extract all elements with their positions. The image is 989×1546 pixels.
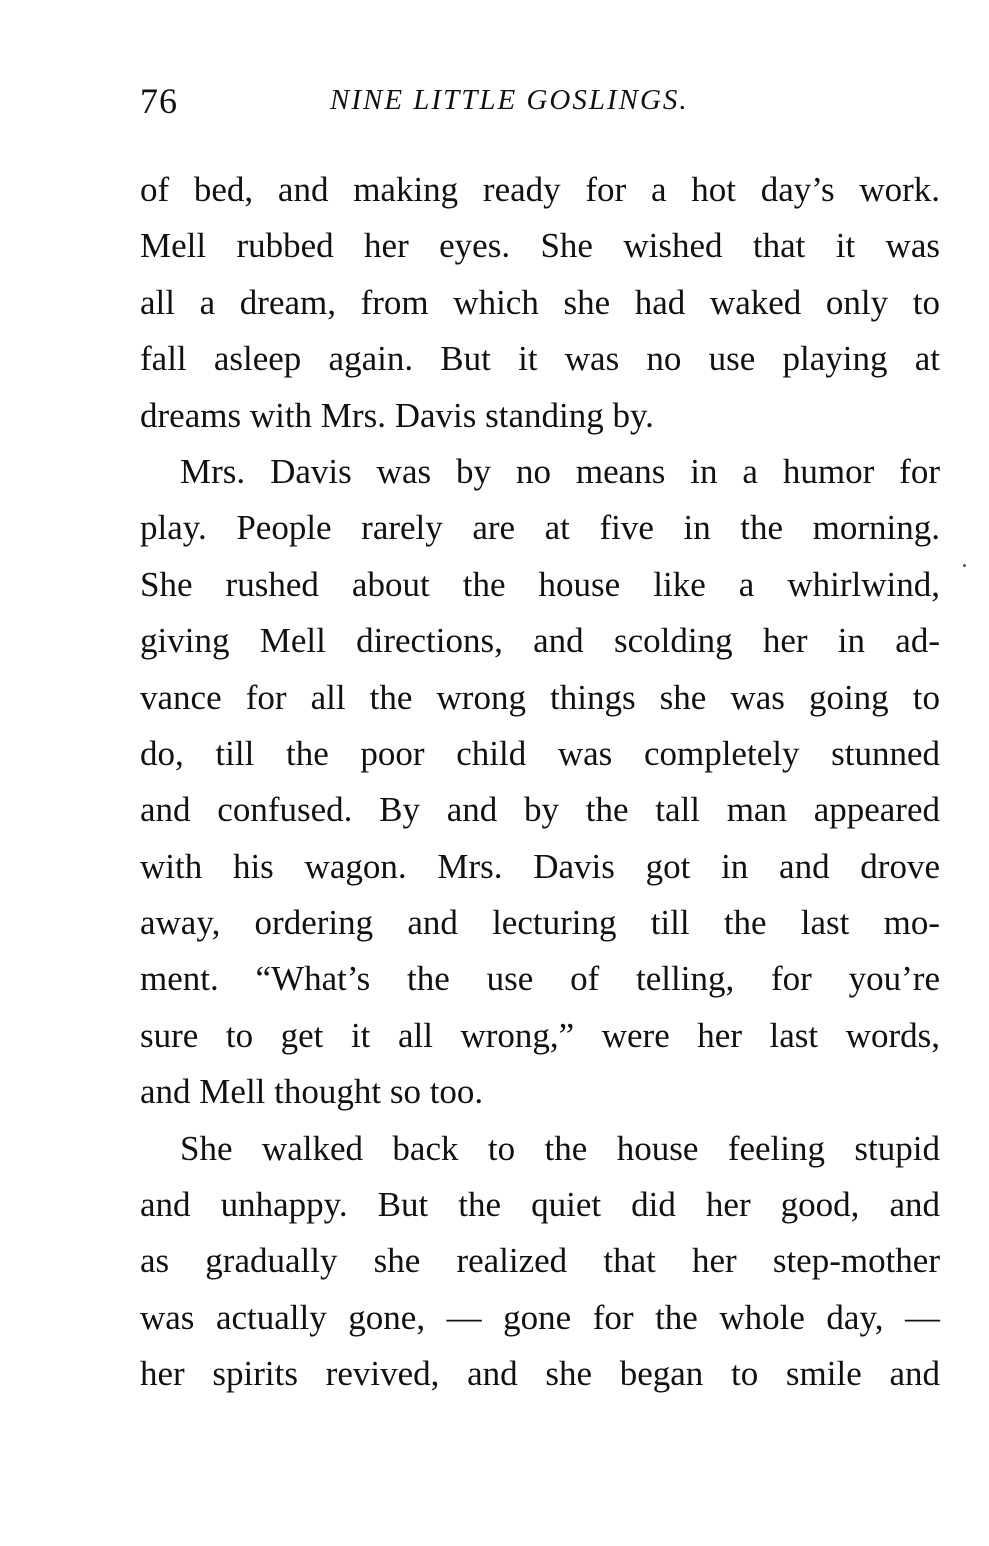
text-line: Mell rubbed her eyes. She wished that it was xyxy=(140,226,940,266)
text-line: vance for all the wrong things she was going to xyxy=(140,677,940,717)
text-line: all a dream, from which she had waked only to xyxy=(140,282,940,322)
text-line: and confused. By and by the tall man appeared xyxy=(140,790,940,830)
body-text xyxy=(140,162,940,1403)
text-line: with his wagon. Mrs. Davis got in and drove xyxy=(140,846,940,886)
text-line: play. People rarely are at five in the morning. xyxy=(140,508,940,548)
text-line: ment. “What’s the use of telling, for you’re xyxy=(140,959,940,999)
text-line: her spirits revived, and she began to smile and xyxy=(140,1354,940,1394)
text-line: giving Mell directions, and scolding her in ad- xyxy=(140,621,940,661)
text-line: do, till the poor child was completely stunned xyxy=(140,733,940,773)
text-line: as gradually she realized that her step-mother xyxy=(140,1241,940,1281)
running-head xyxy=(140,80,940,130)
page-number: 76 xyxy=(140,81,178,121)
text-line: sure to get it all wrong,” were her last words, xyxy=(140,1015,940,1055)
text-line: dreams with Mrs. Davis standing by. xyxy=(140,395,654,435)
text-line: fall asleep again. But it was no use playing at xyxy=(140,339,940,379)
text-line: away, ordering and lecturing till the last mo- xyxy=(140,903,940,943)
text-line: and unhappy. But the quiet did her good, and xyxy=(140,1185,940,1225)
text-line: and Mell thought so too. xyxy=(140,1072,484,1112)
ink-speck xyxy=(963,564,966,567)
text-line: was actually gone, — gone for the whole day, — xyxy=(140,1297,940,1337)
paragraph-first-line: She walked back to the house feeling stupid xyxy=(180,1128,940,1168)
text-line: She rushed about the house like a whirlwind, xyxy=(140,564,940,604)
paragraph-first-line: Mrs. Davis was by no means in a humor for xyxy=(180,451,940,491)
text-line: of bed, and making ready for a hot day’s work. xyxy=(140,170,940,209)
running-title: NINE LITTLE GOSLINGS. xyxy=(330,84,689,116)
